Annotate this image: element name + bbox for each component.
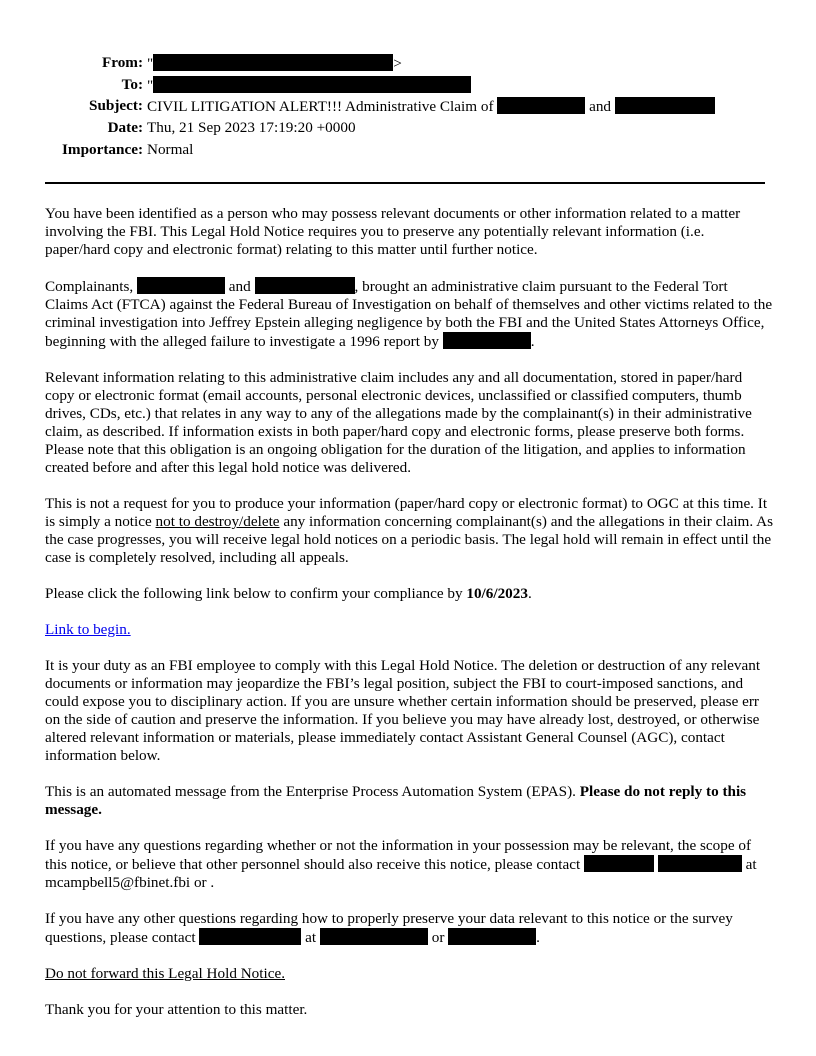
date-value: Thu, 21 Sep 2023 17:19:20 +0000 (147, 119, 356, 137)
subject-value (147, 97, 715, 119)
to-value (147, 76, 715, 98)
from-row (45, 54, 715, 76)
from-suffix: > (393, 55, 402, 72)
underlined-text: Do not forward this Legal Hold Notice. (45, 965, 285, 982)
date-label: Date: (107, 119, 143, 137)
paragraph-link (45, 621, 773, 639)
to-label: To: (121, 75, 143, 93)
importance-label: Importance: (62, 140, 143, 158)
subject-label: Subject: (89, 97, 143, 115)
text: . (527, 585, 532, 602)
text: . (536, 929, 540, 946)
redaction (497, 97, 585, 114)
header-divider (45, 182, 765, 184)
paragraph-other-questions (45, 910, 773, 947)
paragraph-do-not-forward (45, 965, 773, 983)
paragraph-automated (45, 783, 773, 819)
email-header (45, 54, 715, 162)
date-row (45, 119, 715, 141)
importance-row (45, 141, 715, 163)
importance-value: Normal (147, 140, 194, 158)
text: any information concerning complainant(s) and the allegations in their claim. As the case progresses, you will receive legal hold notices on a periodic basis. The legal hold will remain in effect until the case is completely resolved, including all appeals. (45, 513, 773, 566)
redaction (137, 277, 225, 294)
text: Please click the following link below to confirm your compliance by (45, 585, 463, 602)
text: at mcampbell5@fbinet.fbi or . (45, 856, 757, 891)
redaction (584, 855, 654, 872)
paragraph-confirm (45, 585, 773, 603)
text: This is an automated message from the Enterprise Process Automation System (EPAS). (45, 783, 576, 800)
text: If you have any questions regarding whether or not the information in your possession may be relevant, the scope of this notice, or believe that other personnel should also receive this notice, please contact (45, 837, 752, 873)
paragraph-identification: You have been identified as a person who may possess relevant documents or other information related to a matter involving the FBI. This Legal Hold Notice requires you to preserve any potentially relevant information (i.e. paper/hard copy and electronic format) relating to this matter until further notice. (45, 205, 741, 258)
paragraph-questions (45, 837, 773, 892)
redaction (448, 928, 536, 945)
text: . (530, 333, 535, 350)
email-body (45, 205, 773, 1037)
redaction (255, 277, 355, 294)
text: and (228, 278, 251, 295)
to-row (45, 76, 715, 98)
underlined-text: not to destroy/delete (155, 513, 280, 530)
to-quote: " (147, 76, 154, 94)
from-value (147, 54, 715, 76)
redaction (658, 855, 742, 872)
paragraph-duty: It is your duty as an FBI employee to comply with this Legal Hold Notice. The deletion or destruction of any relevant documents or information may jeopardize the FBI’s legal position, subject the FBI to court-imposed sanctions, and could expose you to disciplinary action. If you are unsure whether certain information should be preserved, please err on the side of caution and preserve the information. If you believe you may have already lost, destroyed, or otherwise altered relevant information or materials, please immediately contact Assistant General Counsel (AGC), contact information below. (45, 657, 761, 764)
text: at (305, 929, 317, 946)
subject-and: and (589, 98, 612, 116)
redaction (153, 76, 471, 93)
text: If you have any other questions regarding how to properly preserve your data relevant to this notice or the survey questions, please contact (45, 910, 733, 946)
text: This is not a request for you to produce your information (paper/hard copy or electronic format) to OGC at this time. It is simply a notice (45, 495, 768, 530)
subject-row (45, 97, 715, 119)
text: or (431, 929, 445, 946)
from-quote: " (147, 55, 154, 72)
begin-link[interactable]: Link to begin. (45, 621, 131, 638)
subject-text: CIVIL LITIGATION ALERT!!! Administrative Claim of (147, 98, 494, 116)
deadline-date: 10/6/2023 (466, 585, 528, 602)
text: Complainants, (45, 278, 134, 295)
no-reply-warning: Please do not reply to this message. (45, 783, 747, 818)
paragraph-complainants (45, 277, 773, 351)
text: , brought an administrative claim pursuant to the Federal Tort Claims Act (FTCA) against the Federal Bureau of Investigation on behalf of themselves and other victims related to the criminal investigation into Jeffrey Epstein alleging negligence by both the FBI and the United States Attorneys Office, beginning with the alleged failure to investigate a 1996 report by (45, 278, 773, 350)
from-label: From: (101, 54, 143, 71)
redaction (199, 928, 301, 945)
paragraph-not-request (45, 495, 773, 567)
redaction (320, 928, 428, 945)
redaction (615, 97, 715, 114)
paragraph-relevant-info: Relevant information relating to this administrative claim includes any and all documentation, stored in paper/hard copy or electronic format (email accounts, personal electronic devices, unclassified or classified computers, thumb drives, CDs, etc.) that relates in any way to any of the allegations made by the complainant(s) in their administrative claim, as described. If information exists in both paper/hard copy and electronic forms, please preserve both forms. Please note that this obligation is an ongoing obligation for the duration of the litigation, and applies to information created before and after this legal hold notice was delivered. (45, 369, 752, 476)
paragraph-thanks: Thank you for your attention to this matter. (45, 1001, 308, 1018)
redaction (443, 332, 531, 349)
redaction (153, 54, 393, 71)
